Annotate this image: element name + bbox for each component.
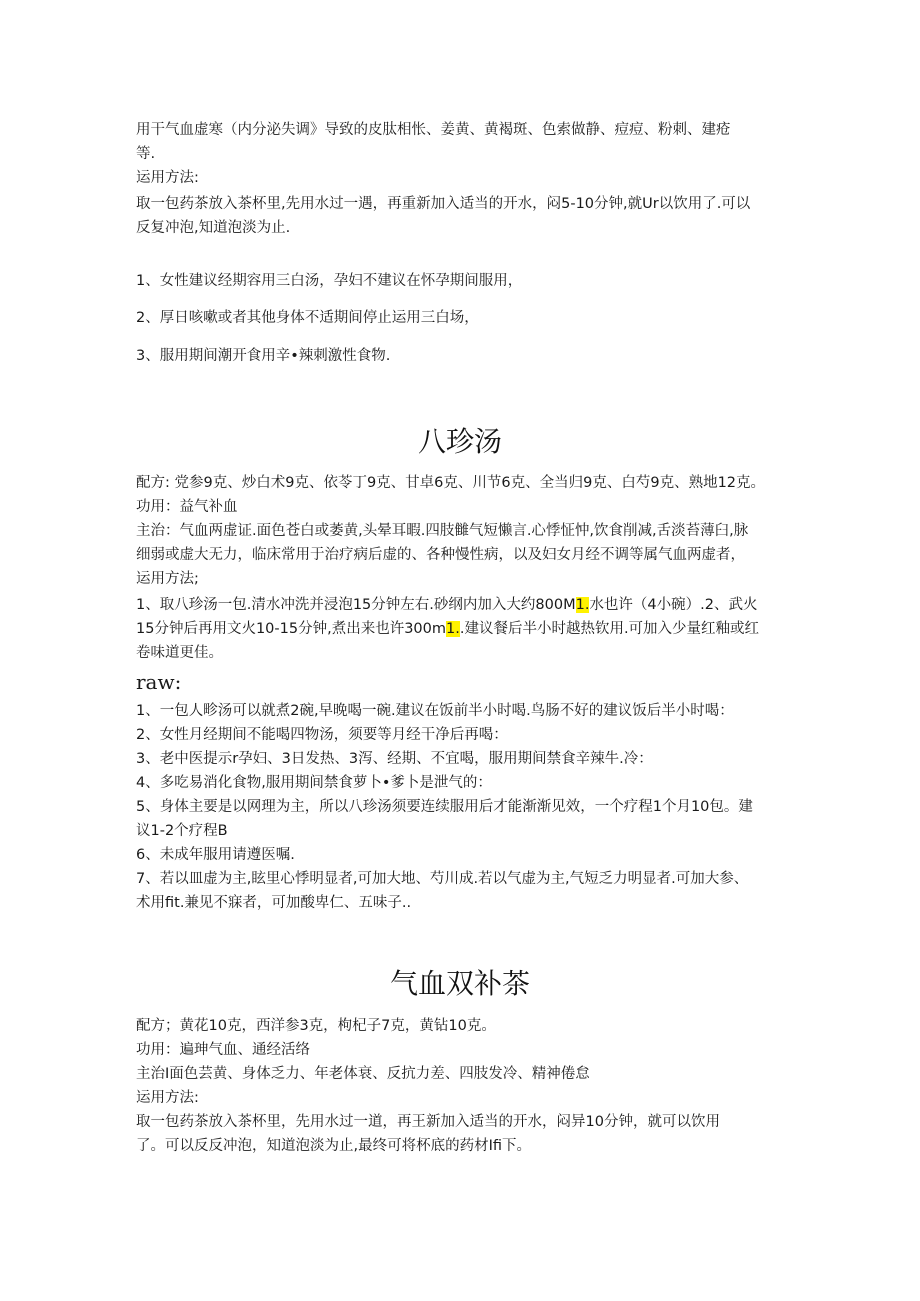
indication-line: 细弱或虚大无力，临床常用于治疗病后虚的、各种慢性病，以及妇女月经不调等属气血两虚者， — [136, 547, 745, 563]
intro-section — [136, 118, 786, 240]
tip-item: 2、女性月经期间不能喝四物汤，须要等月经干净后再喝： — [136, 727, 508, 743]
method-text: .建议餐后半小时越热钦用.可加入少量红釉或红 — [459, 621, 760, 637]
indication-line: 主治I面色芸黄、身体乏力、年老体衰、反抗力差、四肢发冷、精神倦怠 — [136, 1066, 590, 1082]
function-line: 功用：遍珅气血、通经活络 — [136, 1042, 310, 1058]
tip-item: 术用fit.兼见不寐者，可加酸卑仁、五味子.. — [136, 895, 412, 911]
bazhen-section — [136, 471, 786, 665]
note-item: 1、女性建议经期容用三白汤，孕妇不建议在怀孕期间服用， — [136, 273, 523, 289]
method-text: 15分钟后再用文火10-15分钟,煮出来也许300m — [136, 621, 446, 637]
tip-item: 5、身体主要是以网理为主，所以八珍汤须要连续服用后才能渐渐见效，一个疗程1个月10包。建 — [136, 799, 753, 815]
section-title-qixue: 气血双补茶 — [389, 967, 530, 1000]
highlighted-text: 1. — [575, 597, 590, 613]
bazhen-tips — [136, 699, 786, 915]
tip-item: 3、老中医提示r孕妇、3日发热、3泻、经期、不宜喝，服用期间禁食辛辣牛.冷： — [136, 751, 653, 767]
intro-line: 用干气血虚寒（内分泌失调》导致的皮肽相怅、姜黄、黄褐斑、色索做静、痘痘、粉刺、建疮 — [136, 122, 731, 138]
intro-line: 等. — [136, 146, 156, 162]
method-label: 运用方法: — [136, 170, 199, 186]
note-item: 3、服用期间潮开食用辛•辣刺激性食物. — [136, 348, 391, 364]
section-title-bazhen: 八珍汤 — [417, 425, 502, 458]
function-line: 功用：益气补血 — [136, 499, 238, 515]
formula-line: 配方: 党参9克、炒白术9克、依苓丁9克、甘卓6克、川节6克、全当归9克、白芍9克、熟地12克。 — [136, 475, 766, 491]
method-line: 取一包药茶放入茶杯里，先用水过一道，再王新加入适当的开水，闷异10分钟，就可以饮用 — [136, 1114, 720, 1130]
method-label: 运用方法; — [136, 571, 199, 587]
tip-item: 议1-2个疗程B — [136, 823, 228, 839]
note-item: 2、厚日咳嗽或者其他身体不适期间停止运用三白场， — [136, 310, 479, 326]
method-line: 了。可以反反冲泡，知道泡淡为止,最终可将杯底的药材Ifi下。 — [136, 1138, 532, 1154]
method-line: 取一包药茶放入茶杯里,先用水过一遇，再重新加入适当的开水，闷5-10分钟,就Ur以饮用了.可以 — [136, 196, 751, 212]
method-line — [136, 593, 786, 617]
tip-item: 6、未成年服用请遵医嘱. — [136, 847, 295, 863]
tip-item: 4、多吃易消化食物,服用期间禁食萝卜•爹卜是泄气的： — [136, 775, 492, 791]
qixue-section — [136, 1014, 786, 1158]
indication-line: 主治：气血两虚证.面色苍白或萎黄,头晕耳暇.四肢雠气短懒言.心悸怔忡,饮食削减,舌淡苔薄臼,脉 — [136, 523, 749, 539]
notes-list — [136, 269, 786, 368]
raw-label: raw: — [136, 670, 182, 694]
formula-line: 配方；黄花10克，西洋参3克，枸杞子7克，黄钻10克。 — [136, 1018, 496, 1034]
method-text: 水也许（4小碗）.2、武火 — [589, 597, 758, 613]
tip-item: 1、一包人畛汤可以就煮2碗,早晚喝一碗.建议在饭前半小时喝.鸟肠不好的建议饭后半小时喝： — [136, 703, 734, 719]
method-label: 运用方法: — [136, 1090, 199, 1106]
tip-item: 7、若以皿虚为主,眩里心悸明显者,可加大地、芍川成.若以气虚为主,气短乏力明显者.可加大参、 — [136, 871, 749, 887]
method-text: 1、取八珍汤一包.清水冲洗并浸泡15分钟左右.砂纲内加入大约800M — [136, 597, 576, 613]
method-line: 卷味道更佳。 — [136, 645, 223, 661]
method-line — [136, 617, 786, 641]
method-line: 反复冲泡,知道泡淡为止. — [136, 220, 291, 236]
highlighted-text: 1. — [446, 621, 460, 637]
